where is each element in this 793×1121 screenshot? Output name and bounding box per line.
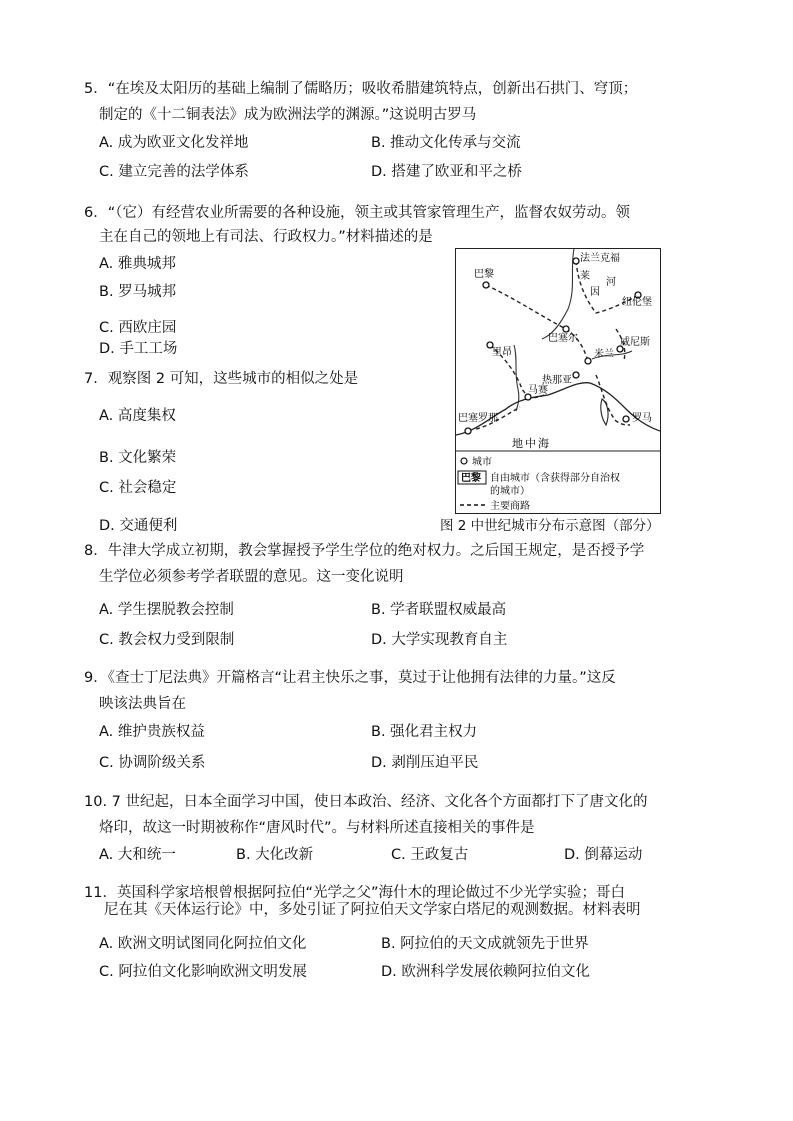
q9-option-d: D. 剥削压迫平民 xyxy=(371,755,479,771)
q7-option-d: D. 交通便利 xyxy=(99,518,178,534)
city-label-venice: 威尼斯 xyxy=(620,337,650,348)
river-char-2: 因 xyxy=(590,287,600,298)
q11-stem-line1: 11．英国科学家培根曾根据阿拉伯“光学之父”海什木的理论做过不少光学实验；哥白 xyxy=(84,885,625,901)
q6-stem-line2: 主在自己的领地上有司法、行政权力。”材料描述的是 xyxy=(99,229,433,245)
city-label-nuremberg: 纽伦堡 xyxy=(622,297,652,308)
q6-option-a: A. 雅典城邦 xyxy=(99,256,176,272)
q5-stem-line1: 5．“在埃及太阳历的基础上编制了儒略历；吸收希腊建筑特点，创新出石拱门、穹顶； xyxy=(84,81,638,97)
q11-option-a: A. 欧洲文明试图同化阿拉伯文化 xyxy=(99,936,307,952)
city-dot-basel xyxy=(563,326,569,332)
coastline xyxy=(456,383,660,435)
q5-option-b: B. 推动文化传承与交流 xyxy=(371,135,521,151)
q9-option-b: B. 强化君主权力 xyxy=(371,724,478,740)
route-paris-basel xyxy=(486,285,566,329)
q9-option-c: C. 协调阶级关系 xyxy=(99,755,206,771)
q10-option-a: A. 大和统一 xyxy=(99,847,176,863)
q10-option-d: D. 倒幕运动 xyxy=(564,847,643,863)
q7-stem: 7．观察图 2 可知，这些城市的相似之处是 xyxy=(84,371,359,387)
city-label-barcelona: 巴塞罗那 xyxy=(458,413,498,424)
q11-option-d: D. 欧洲科学发展依赖阿拉伯文化 xyxy=(381,964,590,980)
q8-option-a: A. 学生摆脱教会控制 xyxy=(99,602,234,618)
q5-stem-line2: 制定的《十二铜表法》成为欧洲法学的渊源。”这说明古罗马 xyxy=(99,107,477,123)
city-dot-paris xyxy=(483,282,489,288)
q7-option-c: C. 社会稳定 xyxy=(99,480,177,496)
q6-option-b: B. 罗马城邦 xyxy=(99,284,177,300)
q8-option-b: B. 学者联盟权威最高 xyxy=(371,602,507,618)
map-svg xyxy=(456,249,660,513)
medieval-city-map xyxy=(455,248,661,514)
city-dot-rome xyxy=(623,416,629,422)
q5-option-c: C. 建立完善的法学体系 xyxy=(99,164,249,180)
city-label-lyon: 里昂 xyxy=(492,347,512,358)
legend-city-dot xyxy=(461,458,467,464)
q10-option-c: C. 王政复古 xyxy=(391,847,469,863)
city-dot-milan xyxy=(585,358,591,364)
legend-free-city-line2: 的城市） xyxy=(490,486,530,497)
legend-route-label: 主要商路 xyxy=(490,501,530,512)
river-char-1: 莱 xyxy=(580,271,590,282)
legend-free-city-sample: 巴黎 xyxy=(461,473,481,484)
q5-option-d: D. 搭建了欧亚和平之桥 xyxy=(371,164,522,180)
q8-option-c: C. 教会权力受到限制 xyxy=(99,632,235,648)
legend-free-city-line1: 自由城市（含获得部分自治权 xyxy=(490,473,620,484)
city-label-milan: 米兰 xyxy=(594,349,614,360)
q6-option-d: D. 手工工场 xyxy=(99,341,178,357)
city-dot-barcelona xyxy=(465,428,471,434)
q11-option-c: C. 阿拉伯文化影响欧洲文明发展 xyxy=(99,964,307,980)
legend-city-label: 城市 xyxy=(472,457,492,468)
city-label-genoa: 热那亚 xyxy=(542,375,572,386)
q7-option-a: A. 高度集权 xyxy=(99,408,176,424)
river-char-3: 河 xyxy=(606,277,616,288)
q6-option-c: C. 西欧庄园 xyxy=(99,320,177,336)
q8-option-d: D. 大学实现教育自主 xyxy=(371,632,508,648)
city-dot-genoa xyxy=(573,372,579,378)
q7-option-b: B. 文化繁荣 xyxy=(99,450,177,466)
city-label-paris: 巴黎 xyxy=(474,269,494,280)
q5-option-a: A. 成为欧亚文化发祥地 xyxy=(99,135,249,151)
city-label-marseille: 马赛 xyxy=(528,385,548,396)
q10-stem-line2: 烙印，故这一时期被称作“唐风时代”。与材料所述直接相关的事件是 xyxy=(99,820,535,836)
city-label-basel: 巴塞尔 xyxy=(548,333,578,344)
q11-stem-line2: 尼在其《天体运行论》中，多处引证了阿拉伯天文学家白塔尼的观测数据。材料表明 xyxy=(104,902,641,918)
figure-caption: 图 2 中世纪城市分布示意图（部分） xyxy=(440,518,660,534)
corsica-island xyxy=(601,399,608,425)
q9-stem-line1: 9．《查士丁尼法典》开篇格言“让君主快乐之事，莫过于让他拥有法律的力量。”这反 xyxy=(84,670,616,686)
q10-stem-line1: 10. 7 世纪起，日本全面学习中国，使日本政治、经济、文化各个方面都打下了唐文化的 xyxy=(84,794,648,810)
q9-stem-line2: 映该法典旨在 xyxy=(99,696,186,712)
q8-stem-line1: 8．牛津大学成立初期，教会掌握授予学生学位的绝对权力。之后国王规定，是否授予学 xyxy=(84,543,645,559)
q6-stem-line1: 6．“（它）有经营农业所需要的各种设施，领主或其管家管理生产，监督农奴劳动。领 xyxy=(84,205,630,221)
q11-option-b: B. 阿拉伯的天文成就领先于世界 xyxy=(381,936,589,952)
rhine-river xyxy=(542,249,574,339)
q10-option-b: B. 大化改新 xyxy=(236,847,314,863)
city-label-rome: 罗马 xyxy=(632,413,652,424)
city-label-frankfurt: 法兰克福 xyxy=(580,253,620,264)
sea-label: 地中海 xyxy=(512,437,551,450)
q9-option-a: A. 维护贵族权益 xyxy=(99,724,205,740)
city-dot-frankfurt xyxy=(573,258,579,264)
q8-stem-line2: 生学位必须参考学者联盟的意见。这一变化说明 xyxy=(99,569,404,585)
